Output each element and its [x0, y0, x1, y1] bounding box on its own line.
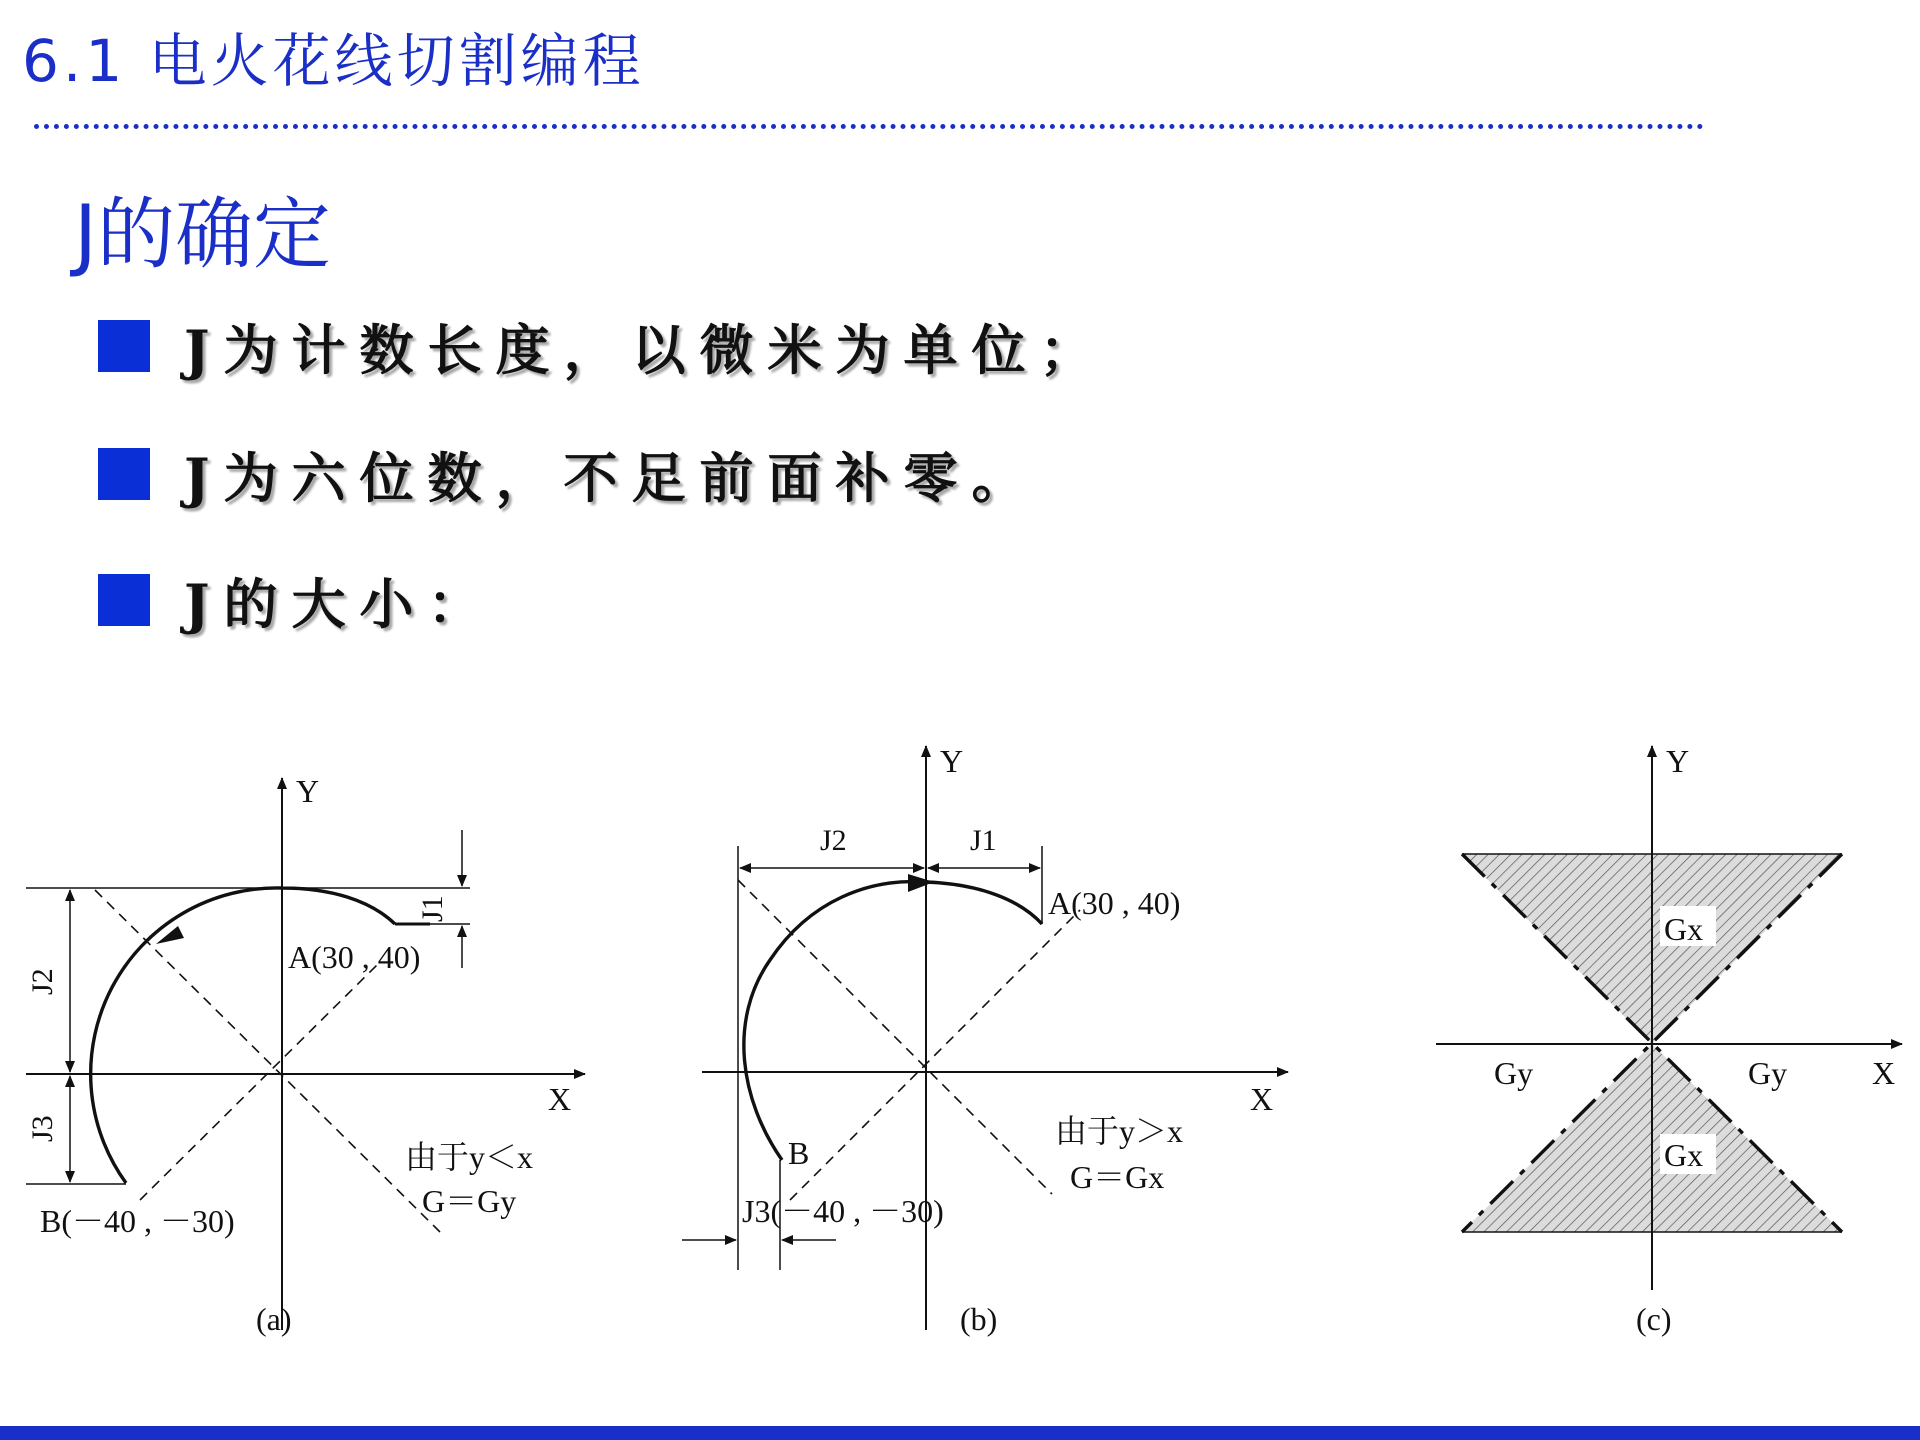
fig-b-y-label: Y — [940, 743, 964, 779]
page-header-title: 6.1 电火花线切割编程 — [22, 27, 645, 95]
fig-a-j1-label: J1 — [416, 895, 449, 922]
bullet-text: J为六位数，不足前面补零。 — [184, 445, 1040, 510]
fig-c-x-label: X — [1872, 1055, 1896, 1091]
fig-b-x-label: X — [1250, 1081, 1274, 1117]
fig-b-point-b: B — [788, 1135, 810, 1171]
figures-panel — [0, 730, 1920, 1350]
fig-a-point-b: B(－40 , －30) — [40, 1203, 235, 1239]
figure-b — [682, 743, 1288, 1337]
fig-b-condition: 由于y＞x — [1055, 1113, 1184, 1149]
bullet-square-icon — [98, 448, 150, 500]
header-divider — [34, 124, 1704, 129]
section-title: J的确定 — [74, 190, 332, 280]
figure-c — [1436, 743, 1902, 1337]
bullet-square-icon — [98, 574, 150, 626]
fig-a-caption: (a) — [256, 1301, 292, 1337]
fig-b-result: G＝Gx — [1070, 1159, 1165, 1195]
fig-b-point-a: A(30 , 40) — [1048, 885, 1181, 921]
fig-a-condition: 由于y＜x — [405, 1139, 534, 1175]
fig-b-caption: (b) — [960, 1301, 998, 1337]
figure-a — [26, 773, 585, 1337]
fig-a-y-label: Y — [296, 773, 320, 809]
fig-a-point-a: A(30 , 40) — [288, 939, 421, 975]
fig-a-j3-label: J3 — [26, 1115, 59, 1142]
bullet-item — [98, 560, 496, 640]
bullet-square-icon — [98, 320, 150, 372]
fig-a-x-label: X — [548, 1081, 572, 1117]
fig-b-j2-label: J2 — [820, 824, 847, 857]
fig-a-j2-label: J2 — [26, 968, 59, 995]
bullet-item — [98, 434, 1040, 514]
fig-b-j1-label: J1 — [970, 824, 997, 857]
fig-c-gx-top: Gx — [1664, 911, 1704, 947]
fig-c-gy-left: Gy — [1494, 1055, 1534, 1091]
fig-b-arc — [744, 882, 1042, 1160]
fig-c-caption: (c) — [1636, 1301, 1672, 1337]
bullet-text: J的大小： — [184, 571, 496, 636]
fig-a-diagonal — [140, 962, 380, 1200]
fig-b-direction-arrow — [908, 874, 934, 892]
fig-c-y-label: Y — [1666, 743, 1690, 779]
bullet-item — [98, 306, 1108, 386]
fig-a-result: G＝Gy — [422, 1183, 517, 1219]
fig-c-gy-right: Gy — [1748, 1055, 1788, 1091]
bullet-text: J为计数长度，以微米为单位； — [184, 317, 1108, 382]
fig-b-j3-point: J3(－40 , －30) — [742, 1193, 944, 1229]
fig-c-gx-bottom: Gx — [1664, 1137, 1704, 1173]
fig-b-diagonal — [790, 910, 1080, 1200]
footer-bar — [0, 1426, 1920, 1440]
fig-b-diagonal — [738, 880, 1052, 1194]
